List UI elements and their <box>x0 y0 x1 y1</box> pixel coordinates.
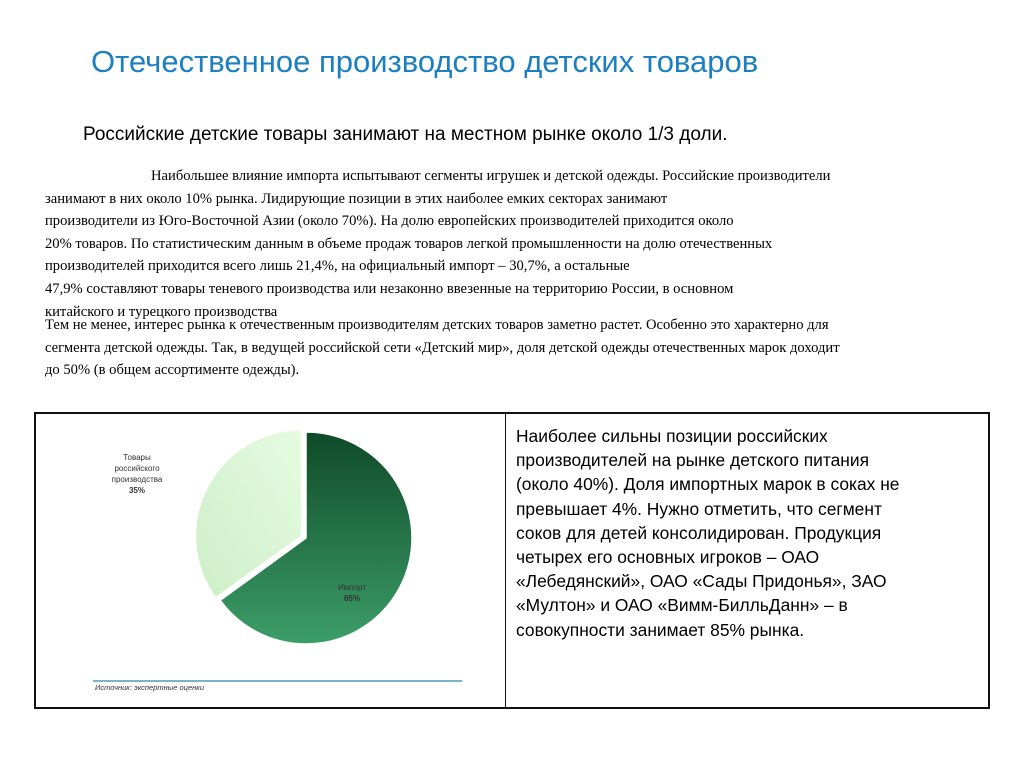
paragraph-line: Тем не менее, интерес рынка к отечественным производителям детских товаров заметно растет. Особенно это характерно для <box>45 317 829 333</box>
text-line: производителей на рынке детского питания <box>516 450 870 471</box>
text-line: соков для детей консолидирован. Продукция <box>516 522 882 543</box>
pie-label-import: Импорт 65% <box>338 583 366 603</box>
paragraph-import-influence <box>45 165 1005 323</box>
chart-source-note: Источник: экспертные оценки <box>95 683 204 692</box>
paragraph-line: китайского и турецкого производства <box>45 303 278 320</box>
text-line: (около 40%). Доля импортных марок в соках не <box>516 474 900 495</box>
paragraph-market-interest <box>45 314 1005 382</box>
pie-chart <box>36 414 505 707</box>
text-line: превышает 4%. Нужно отметить, что сегмент <box>516 498 882 519</box>
paragraph-line: производители из Юго-Восточной Азии (около 70%). На долю европейских производителей приходится около <box>45 213 734 230</box>
text-line: четырех его основных игроков – ОАО <box>516 547 820 568</box>
page-title: Отечественное производство детских товаров <box>91 44 759 79</box>
pie-chart-cell <box>36 414 505 707</box>
paragraph-line: занимают в них около 10% рынка. Лидирующие позиции в этих наиболее емких секторах занимают <box>45 190 668 207</box>
page-subtitle: Российские детские товары занимают на местном рынке около 1/3 доли. <box>83 124 728 145</box>
paragraph-line: 47,9% составляют товары теневого производства или незаконно ввезенные на территорию России, в основном <box>45 280 734 297</box>
paragraph-line: производителей приходится всего лишь 21,4%, на официальный импорт – 30,7%, а остальные <box>45 258 630 275</box>
text-line: совокупности занимает 85% рынка. <box>516 619 805 640</box>
paragraph-line: до 50% (в общем ассортименте одежды). <box>45 362 300 379</box>
pie-label-domestic: Товары российского производства 35% <box>111 453 163 495</box>
table-cell-divider <box>505 414 506 707</box>
bottom-table <box>34 412 990 709</box>
paragraph-line: Наибольшее влияние импорта испытывают сегменты игрушек и детской одежды. Российские производители <box>151 168 831 184</box>
text-line: «Мултон» и ОАО «Вимм-БилльДанн» – в <box>516 595 848 616</box>
paragraph-line: сегмента детской одежды. Так, в ведущей российской сети «Детский мир», доля детской одежды отечественных марок доходит <box>45 339 840 356</box>
text-line: «Лебедянский», ОАО «Сады Придонья», ЗАО <box>516 571 887 592</box>
text-line: Наиболее сильны позиции российских <box>516 426 828 446</box>
paragraph-line: 20% товаров. По статистическим данным в объеме продаж товаров легкой промышленности на долю отечественных <box>45 235 773 252</box>
baby-food-text <box>516 424 976 642</box>
